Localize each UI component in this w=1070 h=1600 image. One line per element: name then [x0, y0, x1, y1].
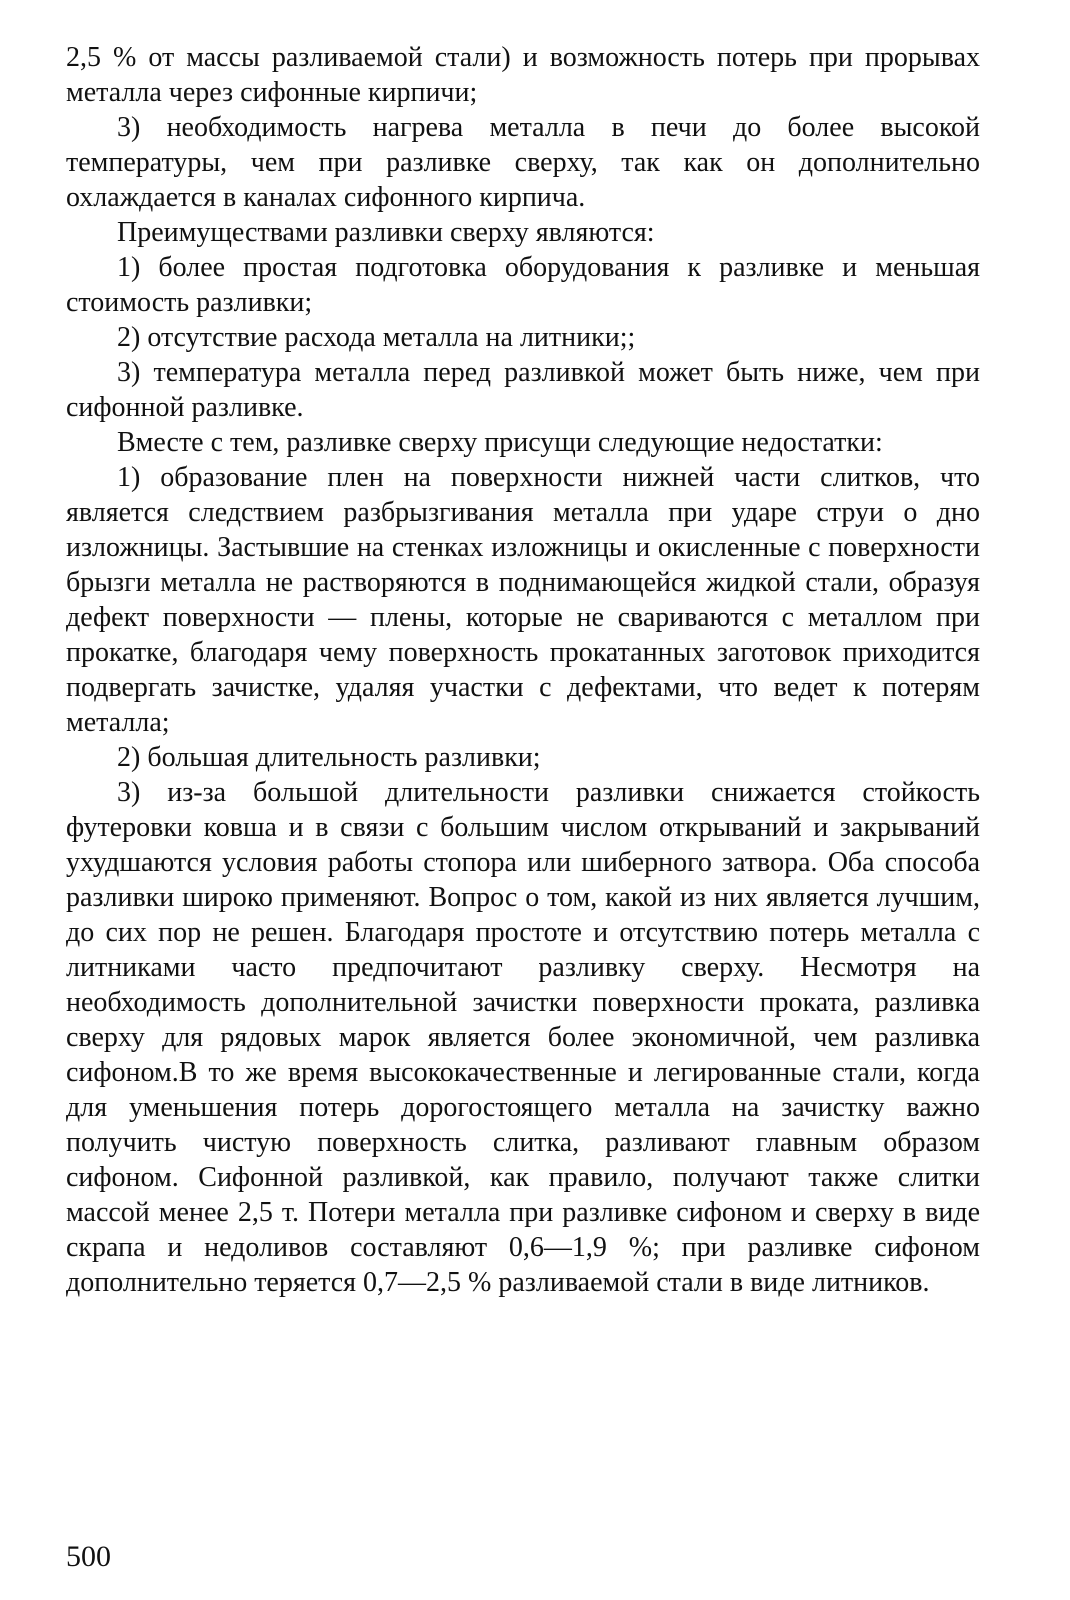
advantage-item-2: 2) отсутствие расхода металла на литники;; [117, 322, 636, 353]
drawbacks-heading: Вместе с тем, разливке сверху присущи следующие недостатки: [117, 427, 883, 458]
paragraph-continuation: 2,5 % от массы разливаемой стали) и возможность потерь при прорывах металла через сифонные кирпичи; [66, 42, 980, 108]
page-text [66, 40, 980, 1300]
drawback-item-3: 3) из-за большой длительности разливки снижается стойкость футеровки ковша и в связи с большим числом открываний и закрываний ухудшаются условия работы стопора или шиберного затвора. Оба способа разливки широко применяют. Вопрос о том, какой из них является лучшим, до сих пор не решен. Благодаря простоте и отсутствию потерь металла с литниками часто предпочитают разливку сверху. Несмотря на необходимость дополнительной зачистки поверхности проката, разливка сверху для рядовых марок является более экономичной, чем разливка сифоном.В то же время высококачественные и легированные стали, когда для уменьшения потерь дорогостоящего металла на зачистку важно получить чистую поверхность слитка, разливают главным образом сифоном. Сифонной разливкой, как правило, получают также слитки массой менее 2,5 т. Потери металла при разливке сифоном и сверху в виде скрапа и недоливов составляют 0,6—1,9 %; при разливке сифоном дополнительно теряется 0,7—2,5 % разливаемой стали в виде литников. [66, 777, 980, 1298]
disadvantage-item-3: 3) необходимость нагрева металла в печи до более высокой температуры, чем при разливке сверху, так как он дополнительно охлаждается в каналах сифонного кирпича. [66, 112, 980, 213]
drawback-item-2: 2) большая длительность разливки; [117, 742, 541, 773]
page-number: 500 [66, 1540, 111, 1573]
advantage-item-1: 1) более простая подготовка оборудования к разливке и меньшая стоимость разливки; [66, 252, 980, 318]
advantage-item-3: 3) температура металла перед разливкой может быть ниже, чем при сифонной разливке. [66, 357, 980, 423]
advantages-heading: Преимуществами разливки сверху являются: [117, 217, 655, 248]
drawback-item-1: 1) образование плен на поверхности нижней части слитков, что является следствием разбрызгивания металла при ударе струи о дно изложницы. Застывшие на стенках изложницы и окисленные с поверхности брызги металла не растворяются в поднимающейся жидкой стали, образуя дефект поверхности — плены, которые не свариваются с металлом при прокатке, благодаря чему поверхность прокатанных заготовок приходится подвергать зачистке, удаляя участки с дефектами, что ведет к потерям металла; [66, 462, 980, 738]
